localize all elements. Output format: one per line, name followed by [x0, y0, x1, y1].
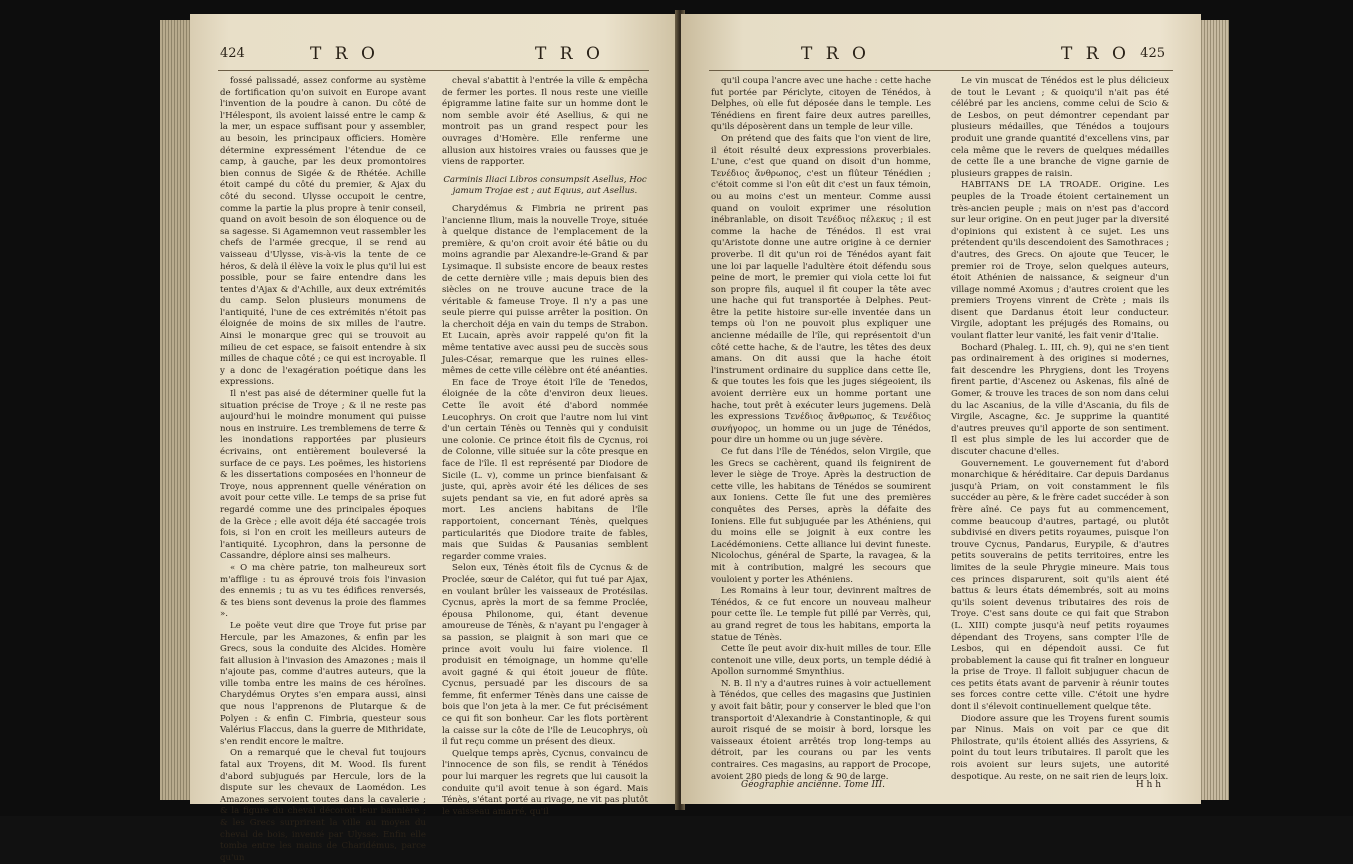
paragraph: Les Romains à leur tour, devinrent maîtres de Ténédos, & ce fut encore un nouveau malheur pour cette île. Le temple fut pillé par Verrès, qui, au grand regret de tous les habitans, emporta la statue de Ténès. — [711, 586, 931, 643]
right-header-title-1: T R O — [801, 44, 870, 64]
left-header-rule — [218, 70, 649, 71]
paragraph: En face de Troye étoit l'île de Tenedos, éloignée de la côte d'environ deux lieues. Cette île avoit été d'abord nommée Leucophrys. On croit que l'autre nom lui vint d'un certain Ténès ou Tennès qui y conduisit une colonie. Ce prince étoit fils de Cycnus, roi de Colonne, ville située sur la côte presque en face de l'île. Il est représenté par Diodore de Sicile (L. v), comme un prince bienfaisant & juste, qui, après avoir été les délices de ses sujets pendant sa vie, en fut adoré après sa mort. Les anciens habitans de l'île rapportoient, concernant Ténès, quelques particularités que Diodore traite de fables, mais que Suidas & Pausanias semblent regarder comme vraies. — [442, 377, 648, 562]
paragraph: Bochard (Phaleg. L. III, ch. 9), qui ne s'en tient pas ordinairement à des origines si modernes, fait descendre les Phrygiens, dont les Troyens firent partie, d'Ascenez ou Askenas, fils aîné de Gomer, & trouve les traces de son nom dans celui du lac Ascanius, de la ville d'Ascania, du fils de Virgile, Ascagne, &c. Je supprime la quantité d'autres preuves qu'il apporte de son sentiment. Il est plus simple de les lui accorder que de discuter chacune d'elles. — [951, 342, 1169, 457]
left-page-number: 424 — [220, 46, 245, 61]
paragraph: HABITANS DE LA TROADE. Origine. Les peuples de la Troade étoient certainement un très-ancien peuple ; mais on n'est pas d'accord sur leur origine. On en peut juger par la diversité d'opinions qui existent à ce sujet. Les uns prétendent qu'ils descendoient des Samothraces ; d'autres, des Grecs. On ajoute que Teucer, le premier roi de Troye, selon quelques auteurs, étoit Athénien de naissance, & seigneur d'un village nommé Axomus ; d'autres croient que les premiers Troyens vinrent de Crète ; mais ils disent que Dardanus étoit leur conducteur. Virgile, adoptant les préjugés des Romains, ou voulant flatter leur vanité, les fait venir d'Italie. — [951, 180, 1169, 342]
right-header-title-2: T R O — [1061, 44, 1130, 64]
paragraph: N. B. Il n'y a d'autres ruines à voir actuellement à Ténédos, que celles des magasins que Justinien y avoit fait bâtir, pour y conserver le bled que l'on transportoit d'Alexandrie à Constantinople, & qui auroit risqué de se moisir à bord, lorsque les vaisseaux étoient arrêtés trop long-temps au détroit, par les courans ou par les vents contraires. Ces magasins, au rapport de Procope, avoient 280 pieds de long & 90 de large. — [711, 678, 931, 782]
right-column-b — [951, 76, 1169, 783]
left-column-b — [442, 76, 648, 818]
paragraph: On a remarqué que le cheval fut toujours fatal aux Troyens, dit M. Wood. Ils furent d'abord subjugués par Hercule, lors de la dispute sur les chevaux de Laomédon. Les Amazones servoient toutes dans la cavalerie ; & la figure du cheval décoroit leur bannière ; & les Grecs surprirent la ville au moyen du cheval de bois, inventé par Ulysse. Enfin elle tomba entre les mains de Charidémus, parce qu'un — [220, 748, 426, 863]
right-page-header — [681, 46, 1201, 68]
paragraph: Cette île peut avoir dix-huit milles de tour. Elle contenoit une ville, deux ports, un temple dédié à Apollon surnommé Smynthius. — [711, 644, 931, 678]
right-page-number: 425 — [1140, 46, 1165, 61]
footer-source: Géographie ancienne. Tome III. — [741, 780, 886, 790]
paragraph: qu'il coupa l'ancre avec une hache : cette hache fut portée par Périclyte, citoyen de Ténédos, à Delphes, où elle fut déposée dans le temple. Les Ténédiens en firent faire deux autres pareilles, qu'ils déposèrent dans un temple de leur ville. — [711, 76, 931, 133]
paragraph: Quelque temps après, Cycnus, convaincu de l'innocence de son fils, se rendit à Ténédos pour lui marquer les regrets que lui causoit la conduite qu'il avoit tenue à son égard. Mais Ténès, s'étant porté au rivage, ne vit pas plutôt le vaisseau amarré, qu'il — [442, 748, 648, 817]
right-page — [681, 14, 1201, 804]
paragraph: Gouvernement. Le gouvernement fut d'abord monarchique & héréditaire. Car depuis Dardanus jusqu'à Priam, on voit constamment le fils succéder au père, & le frère cadet succéder à son frère aîné. Ce pays fut au commencement, comme beaucoup d'autres, partagé, ou plutôt subdivisé en divers petits royaumes, puisque l'on trouve Cycnus, Pandarus, Eurypile, & d'autres petits souverains de petits territoires, entre les limites de la seule Phrygie mineure. Mais tous ces princes disparurent, soit qu'ils aient été battus & leurs états démembrés, soit au moins qu'ils soient devenus tributaires des rois de Troye. C'est sans doute ce qui fait que Strabon (L. XIII) compte jusqu'à neuf petits royaumes dépendant des Troyens, sans compter l'île de Lesbos, qui en dépendoit aussi. Ce fut probablement la cause qui fit traîner en longueur la prise de Troye. Il falloit subjuguer chacun de ces petits états avant de parvenir à réunir toutes ses forces contre cette ville. C'étoit une hydre dont il s'élevoit continuellement quelque tête. — [951, 458, 1169, 713]
paragraph: Diodore assure que les Troyens furent soumis par Ninus. Mais on voit par ce que dit Philostrate, qu'ils étoient alliés des Assyriens, & point du tout leurs tributaires. Il paroît que les rois avoient sur leurs sujets, une autorité despotique. Au reste, on ne sait rien de leurs loix. — [951, 713, 1169, 782]
page-edges-left — [160, 20, 192, 800]
paragraph: Il n'est pas aisé de déterminer quelle fut la situation précise de Troye ; & il ne reste pas aujourd'hui le moindre monument qui puisse nous en instruire. Les tremblemens de terre & les inondations rapportées par plusieurs écrivains, ont entièrement bouleversé la surface de ce pays. Les poëmes, les historiens & les dissertations composées en l'honneur de Troye, nous apprennent quelle vénération on avoit pour cette ville. Le temps de sa prise fut regardé comme une des principales époques de la Grèce ; elle avoit déja été saccagée trois fois, si l'on en croit les meilleurs auteurs de l'antiquité. Lycophron, dans la personne de Cassandre, déplore ainsi ses malheurs. — [220, 389, 426, 562]
paragraph: Selon eux, Ténès étoit fils de Cycnus & de Proclée, sœur de Calétor, qui fut tué par Ajax, en voulant brûler les vaisseaux de Protésilas. Cycnus, après la mort de sa femme Proclée, épousa Philonome, qui, étant devenue amoureuse de Ténès, & n'ayant pu l'engager à sa passion, se plaignit à son mari que ce prince avoit voulu lui faire violence. Il produisit en témoignage, un homme qu'elle avoit gagné & qui étoit joueur de flûte. Cycnus, persuadé par les discours de sa femme, fit enfermer Ténès dans une caisse de bois que l'on jeta à la mer. Ce fut précisément ce qui fit son bonheur. Car les flots portèrent la caisse sur la côte de l'île de Leucophrys, où il fut reçu comme un présent des dieux. — [442, 563, 648, 748]
right-header-rule — [709, 70, 1173, 71]
paragraph: cheval s'abattit à l'entrée la ville & empêcha de fermer les portes. Il nous reste une vieille épigramme latine faite sur un homme dont le nom semble avoir été Asellius, & qui ne montroit pas un grand respect pour les ouvrages d'Homère. Elle renferme une allusion aux histoires vraies ou fausses que je viens de rapporter. — [442, 76, 648, 168]
paragraph: fossé palissadé, assez conforme au système de fortification qu'on suivoit en Europe avant l'invention de la poudre à canon. Du côté de l'Hélespont, ils avoient laissé entre le camp & la mer, un espace suffisant pour y assembler, au besoin, les principaux officiers. Homère détermine expressément l'étendue de ce camp, à gauche, par les deux promontoires bien connus de Sigée & de Rhétée. Achille étoit campé du côté du premier, & Ajax du côté du second. Ulysse occupoit le centre, comme la partie la plus propre à tenir conseil, quand on avoit besoin de son éloquence ou de sa sagesse. Si Agamemnon veut rassembler les chefs de l'armée grecque, il se rend au vaisseau d'Ulysse, vis-à-vis la tente de ce héros, & delà il élève la voix le plus qu'il lui est possible, pour se faire entendre dans les tentes d'Ajax & d'Achille, aux deux extrémités du camp. Selon plusieurs monumens de l'antiquité, l'une de ces extrémités n'étoit pas éloignée de moins de six milles de l'autre. Ainsi le monarque grec qui se trouvoit au milieu de cet espace, se faisoit entendre à six milles de chaque côté ; ce qui est incroyable. Il y a donc de l'exagération poétique dans les expressions. — [220, 76, 426, 388]
paragraph: Ce fut dans l'île de Ténédos, selon Virgile, que les Grecs se cachèrent, quand ils feignirent de lever le siège de Troye. Après la destruction de cette ville, les habitans de Ténédos se soumirent aux Ioniens. Cette île fut une des premières conquêtes des Perses, après la défaite des Ioniens. Elle fut subjuguée par les Athéniens, qui du moins elle se joignit à eux contre les Lacédémoniens. Cette alliance lui devint funeste. Nicolochus, général de Sparte, la ravagea, & la mit à contribution, malgré les secours que vouloient y porter les Athéniens. — [711, 447, 931, 585]
left-page — [190, 14, 677, 863]
latin-epigram: Carminis Iliaci Libros consumpsit Asellus, Hoc jamum Trojae est ; aut Equus, aut Asellus. — [443, 174, 647, 197]
right-column-a — [711, 76, 931, 783]
paragraph: Le poëte veut dire que Troye fut prise par Hercule, par les Amazones, & enfin par les Grecs, sous la conduite des Alcides. Homère fait allusion à l'invasion des Amazones ; mais il n'ajoute pas, comme d'autres auteurs, que la ville tomba entre les mains de ces héroïnes. Charydémus Orytes s'en empara aussi, ainsi que nous l'apprenons de Plutarque & de Polyen : & enfin C. Fimbria, questeur sous Valérius Flaccus, dans la guerre de Mithridate, s'en rendit encore le maître. — [220, 620, 426, 747]
paragraph: « O ma chère patrie, ton malheureux sort m'afflige : tu as éprouvé trois fois l'invasion des ennemis ; tu as vu tes édifices renversés, & tes biens sont devenus la proie des flammes ». — [220, 562, 426, 620]
left-header-title-1: T R O — [310, 44, 379, 64]
paragraph: On prétend que des faits que l'on vient de lire, il étoit résulté deux expressions proverbiales. L'une, c'est que quand on disoit d'un homme, Τενέδιος ἄνθρωπος, c'est un flûteur Ténédien ; c'étoit comme si l'on eût dit c'est un faux témoin, ou au moins c'est un menteur. Comme aussi quand on vouloit exprimer une résolution inébranlable, on disoit Τενέδιος πέλεκυς ; il est comme la hache de Ténédos. Il est vrai qu'Aristote donne une autre origine à ce dernier proverbe. Il dit qu'un roi de Ténédos ayant fait une loi par laquelle l'adultère étoit défendu sous peine de mort, le premier qui viola cette loi fut son propre fils, auquel il fit couper la tête avec une hache qui fut transportée à Delphes. Peut-être la petite histoire sur-elle inventée dans un temps où l'on ne pouvoit plus expliquer une ancienne médaille de l'île, qui représentoit d'un côté cette hache, & de l'autre, les têtes des deux amans. On dit aussi que la hache étoit l'instrument ordinaire du supplice dans cette île, & que toutes les fois que les juges siégeoient, ils avoient derrière eux un homme portant une hache, tout prêt à exécuter leurs jugemens. Delà les expressions Τενέδιος ἄνθρωπος, & Τενέδιος συνήγορος, un homme ou un juge de Ténédos, pour dire un homme ou un juge sévère. — [711, 133, 931, 446]
page-edges-right — [1199, 20, 1229, 800]
footer-signature: H h h — [1135, 780, 1161, 790]
left-column-a — [220, 76, 426, 864]
paragraph: Le vin muscat de Ténédos est le plus délicieux de tout le Levant ; & quoiqu'il n'ait pas été célébré par les anciens, comme celui de Scio & de Lesbos, on peut démontrer cependant par plusieurs médailles, que Ténédos a toujours produit une grande quantité d'excellens vins, par cela même que le revers de quelques médailles de cette île a une branche de vigne garnie de plusieurs grappes de raisin. — [951, 76, 1169, 179]
left-page-header — [190, 46, 677, 68]
paragraph: Charydémus & Fimbria ne prirent pas l'ancienne Ilium, mais la nouvelle Troye, située à quelque distance de l'emplacement de la première, & qu'on croit avoir été bâtie ou du moins agrandie par Alexandre-le-Grand & par Lysimaque. Il subsiste encore de beaux restes de cette dernière ville ; mais depuis bien des siècles on ne trouve aucune trace de la véritable & fameuse Troye. Il n'y a pas une seule pierre qui puisse arrêter la position. On la cherchoit déja en vain du temps de Strabon. Et Lucain, après avoir rappelé qu'on fit la même tentative avec aussi peu de succès sous Jules-César, remarque que les ruines elles-mêmes de cette ville célèbre ont été anéanties. — [442, 203, 648, 377]
left-header-title-2: T R O — [535, 44, 604, 64]
